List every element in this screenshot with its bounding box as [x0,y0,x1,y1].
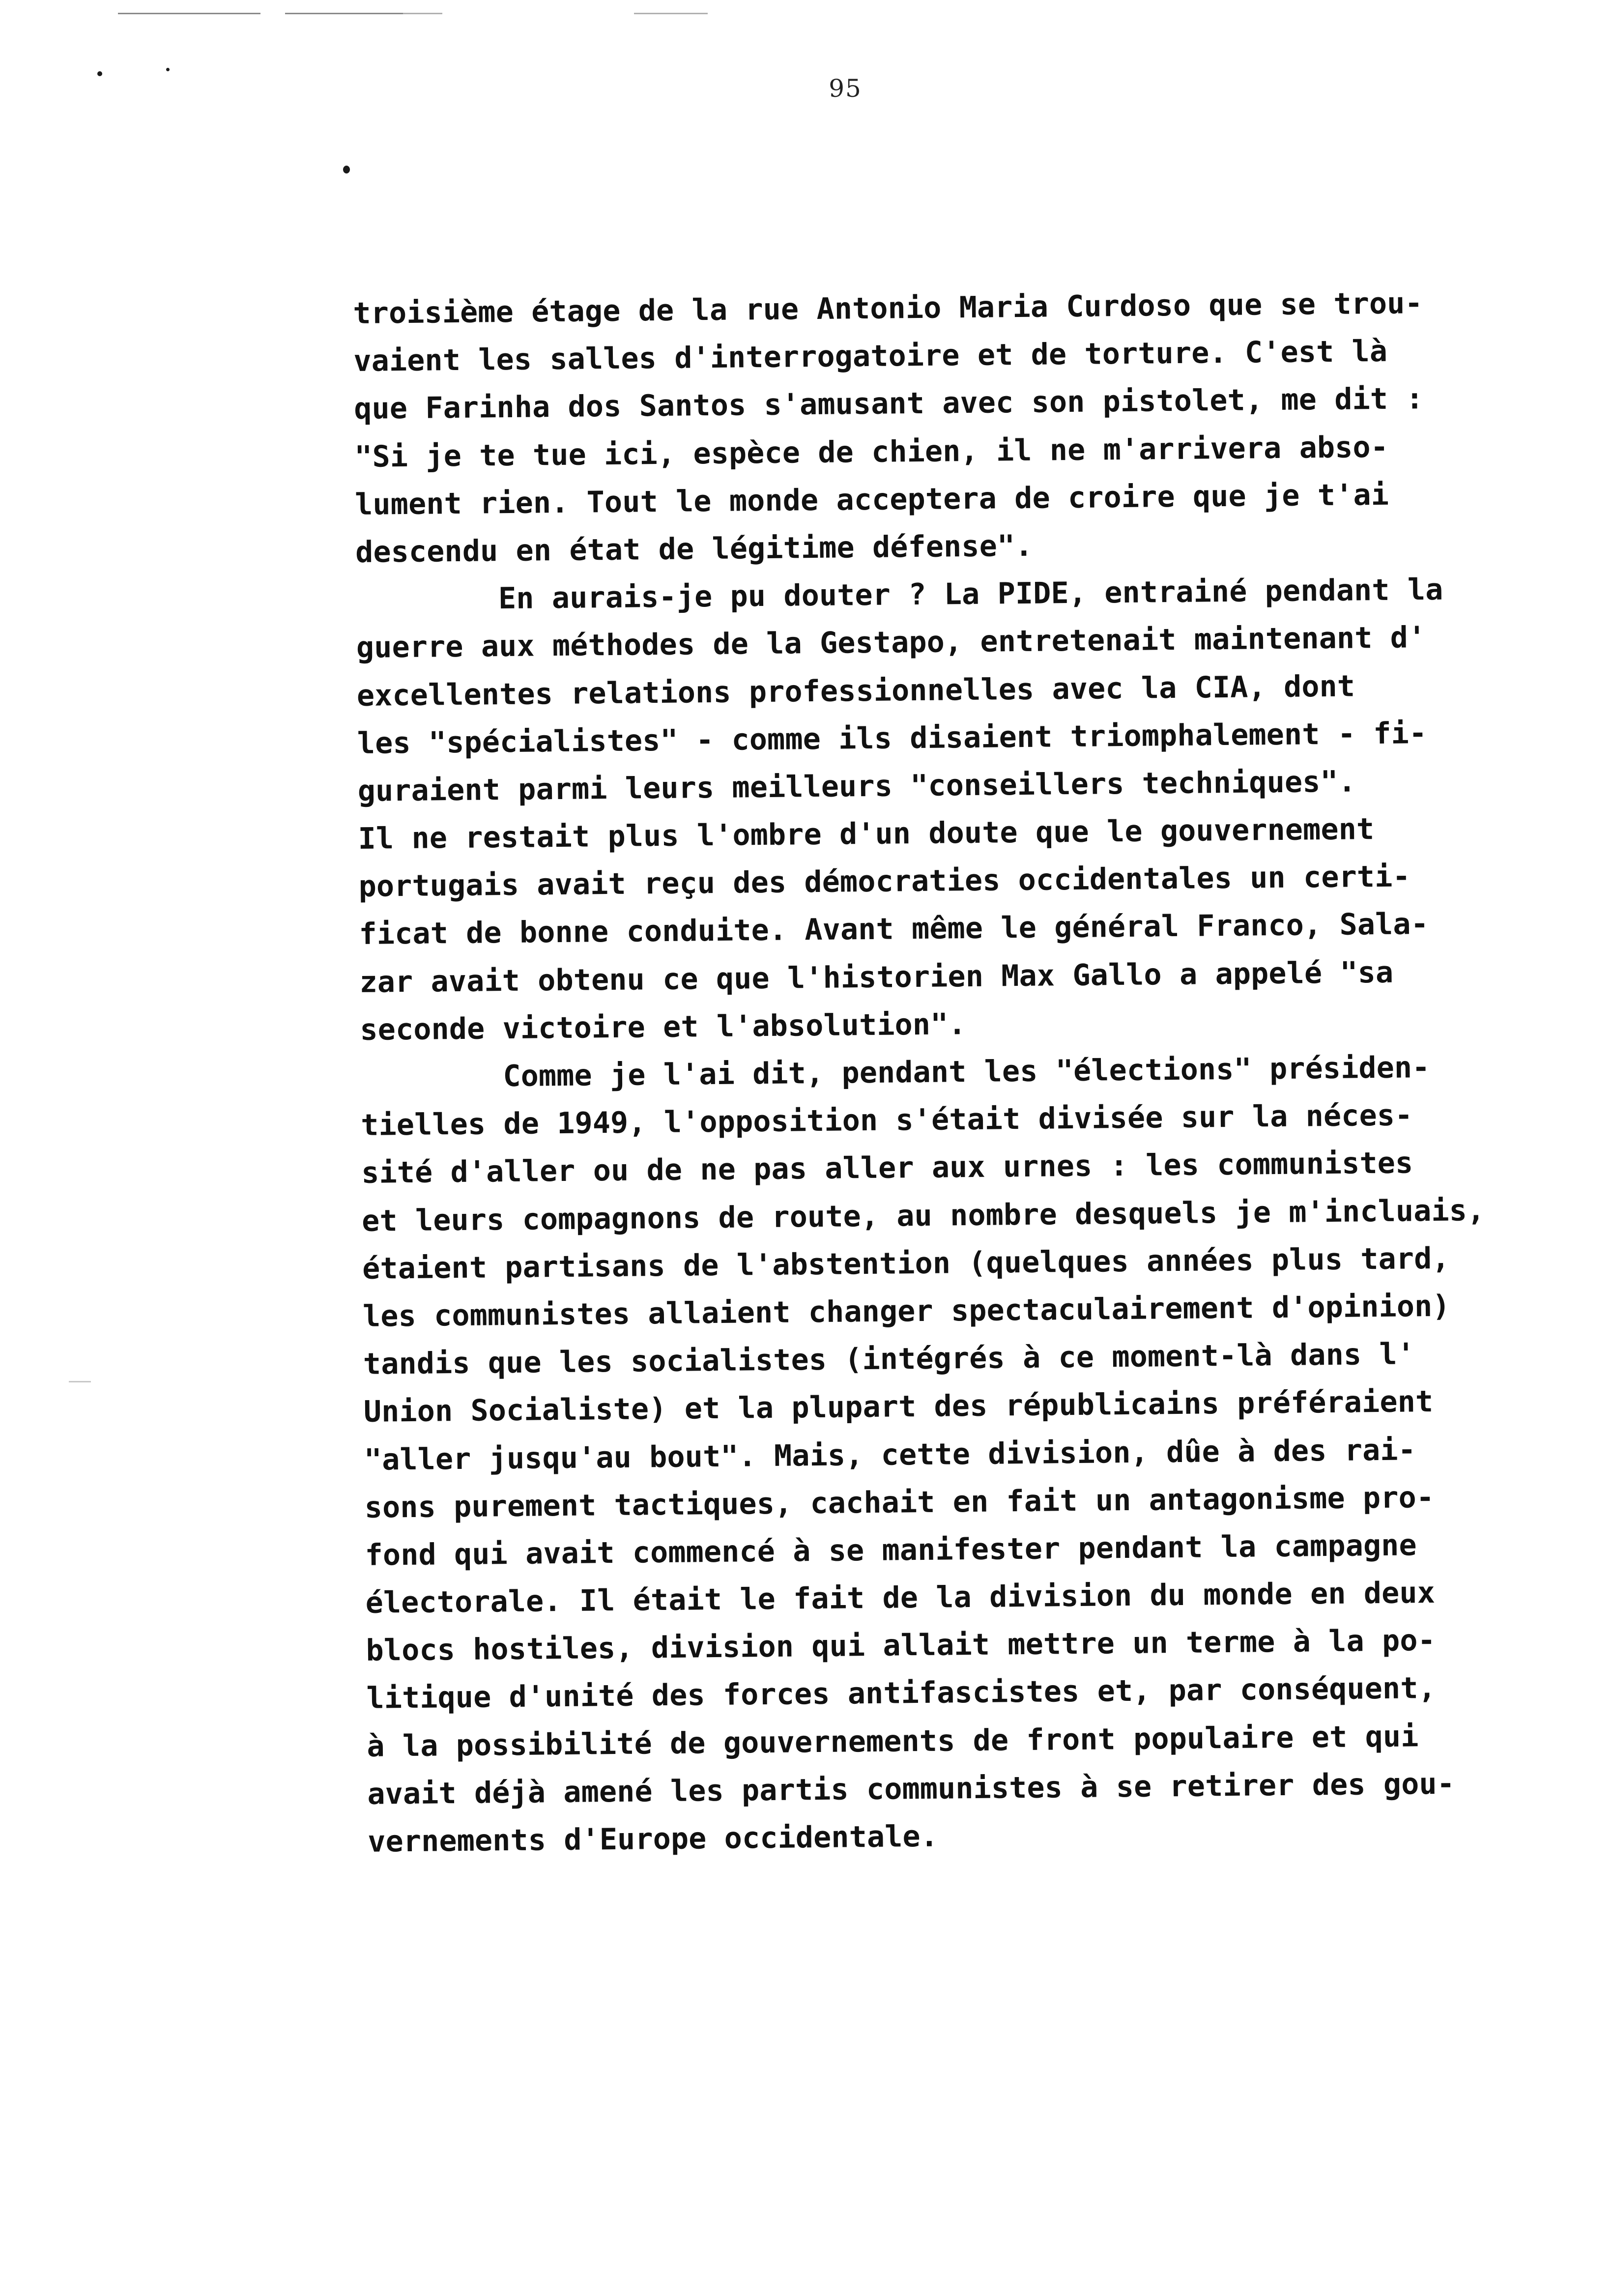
text-line: "aller jusqu'au bout". Mais, cette division, dûe à des rai- [364,1432,1416,1477]
page-number: 95 [829,74,862,103]
text-line: avait déjà amené les partis communistes à se retirer des gou- [367,1766,1455,1811]
text-line: électorale. Il était le fait de la division du monde en deux [365,1576,1436,1620]
top-rule-fragment [403,13,442,14]
text-line: ficat de bonne conduite. Avant même le général Franco, Sala- [359,907,1429,952]
text-line: fond qui avait commencé à se manifester pendant la campagne [365,1528,1417,1573]
text-line: étaient partisans de l'abstention (quelques années plus tard, [362,1241,1450,1286]
scan-speck-3 [343,166,350,173]
text-line: sité d'aller ou de ne pas aller aux urnes : les communistes [361,1146,1413,1191]
text-line: excellentes relations professionnelles avec la CIA, dont [356,668,1355,713]
text-line: Comme je l'ai dit, pendant les "élections" présiden- [503,1050,1430,1094]
text-line: sons purement tactiques, cachait en fait un antagonisme pro- [364,1480,1435,1525]
text-line: vernements d'Europe occidentale. [367,1819,939,1859]
text-line: les communistes allaient changer spectaculairement d'opinion) [362,1289,1450,1334]
margin-mark [69,1381,91,1382]
text-line: que Farinha dos Santos s'amusant avec son pistolet, me dit : [353,381,1424,427]
text-line: blocs hostiles, division qui allait mettre un terme à la po- [366,1623,1436,1668]
text-line: descendu en état de légitime défense". [355,528,1033,570]
text-line: guraient parmi leurs meilleurs "conseillers techniques". [357,764,1356,808]
text-line: Il ne restait plus l'ombre d'un doute que le gouvernement [358,812,1375,857]
text-line: et leurs compagnons de route, au nombre desquels je m'incluais, [361,1193,1485,1238]
top-rule-left [118,13,260,14]
scan-speck-2 [166,68,170,71]
text-line: troisième étage de la rue Antonio Maria Curdoso que se trou- [353,286,1423,331]
text-line: guerre aux méthodes de la Gestapo, entretenait maintenant d' [356,620,1426,665]
text-line: les "spécialistes" - comme ils disaient triomphalement - fi- [357,716,1427,761]
body-text [353,278,1612,1866]
text-line: à la possibilité de gouvernements de front populaire et qui [367,1719,1419,1764]
text-line: tielles de 1949, l'opposition s'était divisée sur la néces- [360,1098,1413,1143]
text-line: portugais avait reçu des démocraties occidentales un certi- [358,859,1411,904]
text-line: "Si je te tue ici, espèce de chien, il ne m'arrivera abso- [354,430,1389,474]
text-line: Union Socialiste) et la plupart des républicains préféraient [363,1384,1434,1430]
text-line: En aurais-je pu douter ? La PIDE, entrainé pendant la [498,572,1443,616]
scan-speck-1 [97,71,102,76]
text-line: seconde victoire et l'absolution". [360,1006,967,1047]
top-rule-right [634,13,708,14]
text-line: tandis que les socialistes (intégrés à ce moment-là dans l' [363,1337,1415,1382]
text-line: litique d'unité des forces antifascistes et, par conséquent, [366,1671,1437,1716]
top-rule-middle [285,13,408,14]
text-line: lument rien. Tout le monde acceptera de croire que je t'ai [354,477,1389,522]
text-line: vaient les salles d'interrogatoire et de torture. C'est là [353,334,1388,379]
text-line: zar avait obtenu ce que l'historien Max Gallo a appelé "sa [359,955,1394,1000]
